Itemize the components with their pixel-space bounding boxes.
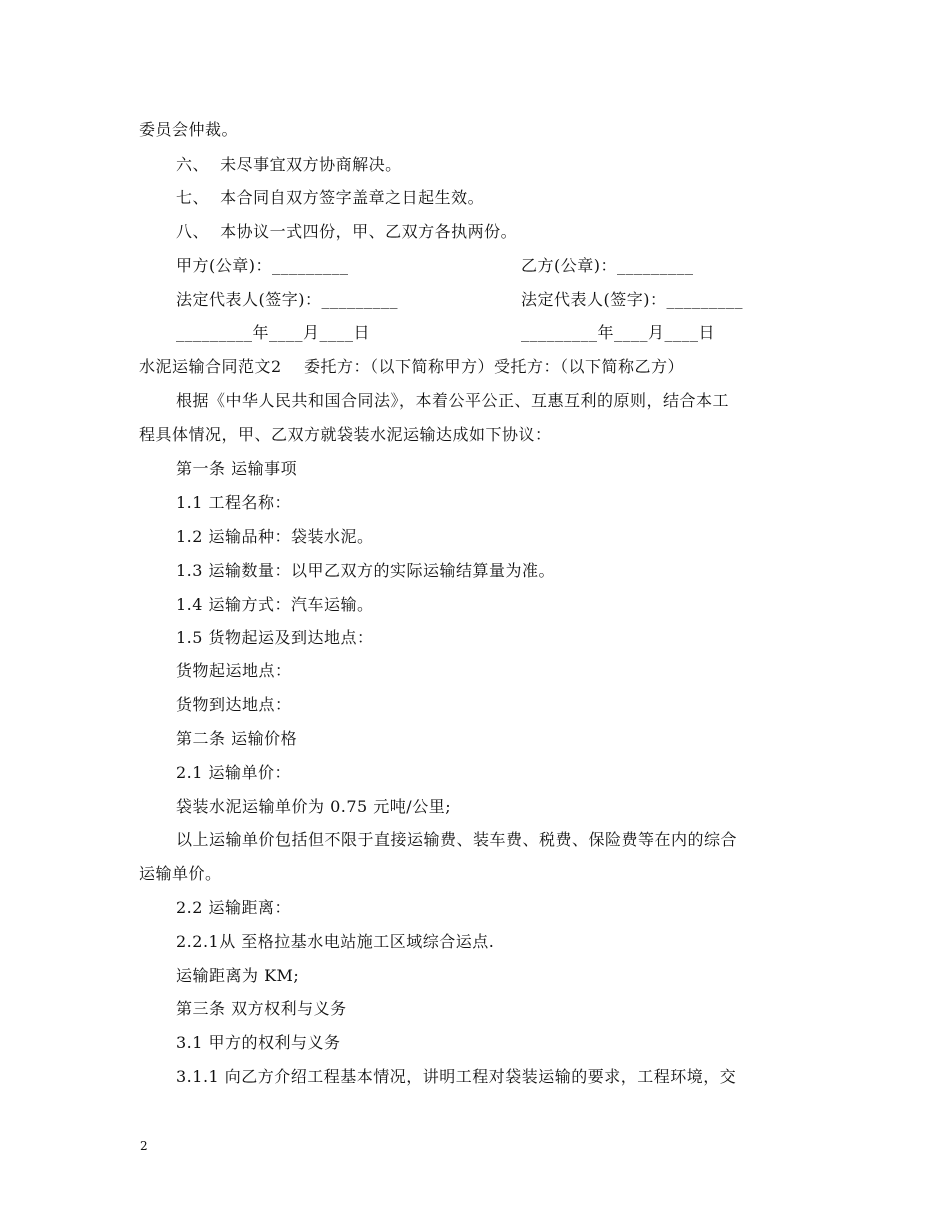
text-line: 水泥运输合同范文2 委托方：（以下简称甲方）受托方：（以下简称乙方） <box>139 357 685 376</box>
text-line: 1.5 货物起运及到达地点： <box>176 628 374 647</box>
text-line: 1.4 运输方式：汽车运输。 <box>176 595 374 614</box>
text-line: 3.1 甲方的权利与义务 <box>176 1033 341 1052</box>
text-line: 2.1 运输单价： <box>176 763 292 782</box>
text-line: 2.2 运输距离： <box>176 898 292 917</box>
text-line: 3.1.1 向乙方介绍工程基本情况，讲明工程对袋装运输的要求，工程环境，交 <box>176 1067 737 1086</box>
text-line: 2.2.1从 至格拉基水电站施工区域综合运点. <box>176 932 495 951</box>
page-number: 2 <box>140 1139 148 1153</box>
text-line: 委员会仲裁。 <box>139 120 239 139</box>
text-line: 八、 本协议一式四份，甲、乙双方各执两份。 <box>176 222 518 241</box>
text-line: 1.3 运输数量：以甲乙双方的实际运输结算量为准。 <box>176 561 556 580</box>
section-heading: 第二条 运输价格 <box>176 729 298 748</box>
party-b-date: _________年____月____日 <box>521 323 716 342</box>
section-heading: 第三条 双方权利与义务 <box>176 999 347 1018</box>
text-line: 货物到达地点： <box>176 695 292 714</box>
text-line: 1.2 运输品种：袋装水泥。 <box>176 527 374 546</box>
text-line: 根据《中华人民共和国合同法》，本着公平公正、互惠互利的原则，结合本工 <box>176 391 730 410</box>
text-line: 袋装水泥运输单价为 0.75 元吨/公里; <box>176 797 452 816</box>
text-line: 七、 本合同自双方签字盖章之日起生效。 <box>176 188 485 207</box>
text-line: 以上运输单价包括但不限于直接运输费、装车费、税费、保险费等在内的综合 <box>176 830 738 849</box>
text-line: 程具体情况，甲、乙双方就袋装水泥运输达成如下协议： <box>139 425 552 444</box>
text-line: 六、 未尽事宜双方协商解决。 <box>176 155 402 174</box>
text-line: 运输单价。 <box>139 864 222 883</box>
party-a-date: _________年____月____日 <box>176 323 371 342</box>
text-line: 1.1 工程名称： <box>176 493 292 512</box>
section-heading: 第一条 运输事项 <box>176 459 298 478</box>
party-b-seal: 乙方(公章)：_________ <box>521 256 694 275</box>
text-line: 货物起运地点： <box>176 661 292 680</box>
text-line: 运输距离为 KM; <box>176 966 300 985</box>
party-a-seal: 甲方(公章)：_________ <box>176 256 349 275</box>
party-b-representative: 法定代表人(签字)：_________ <box>521 290 743 309</box>
party-a-representative: 法定代表人(签字)：_________ <box>176 290 398 309</box>
